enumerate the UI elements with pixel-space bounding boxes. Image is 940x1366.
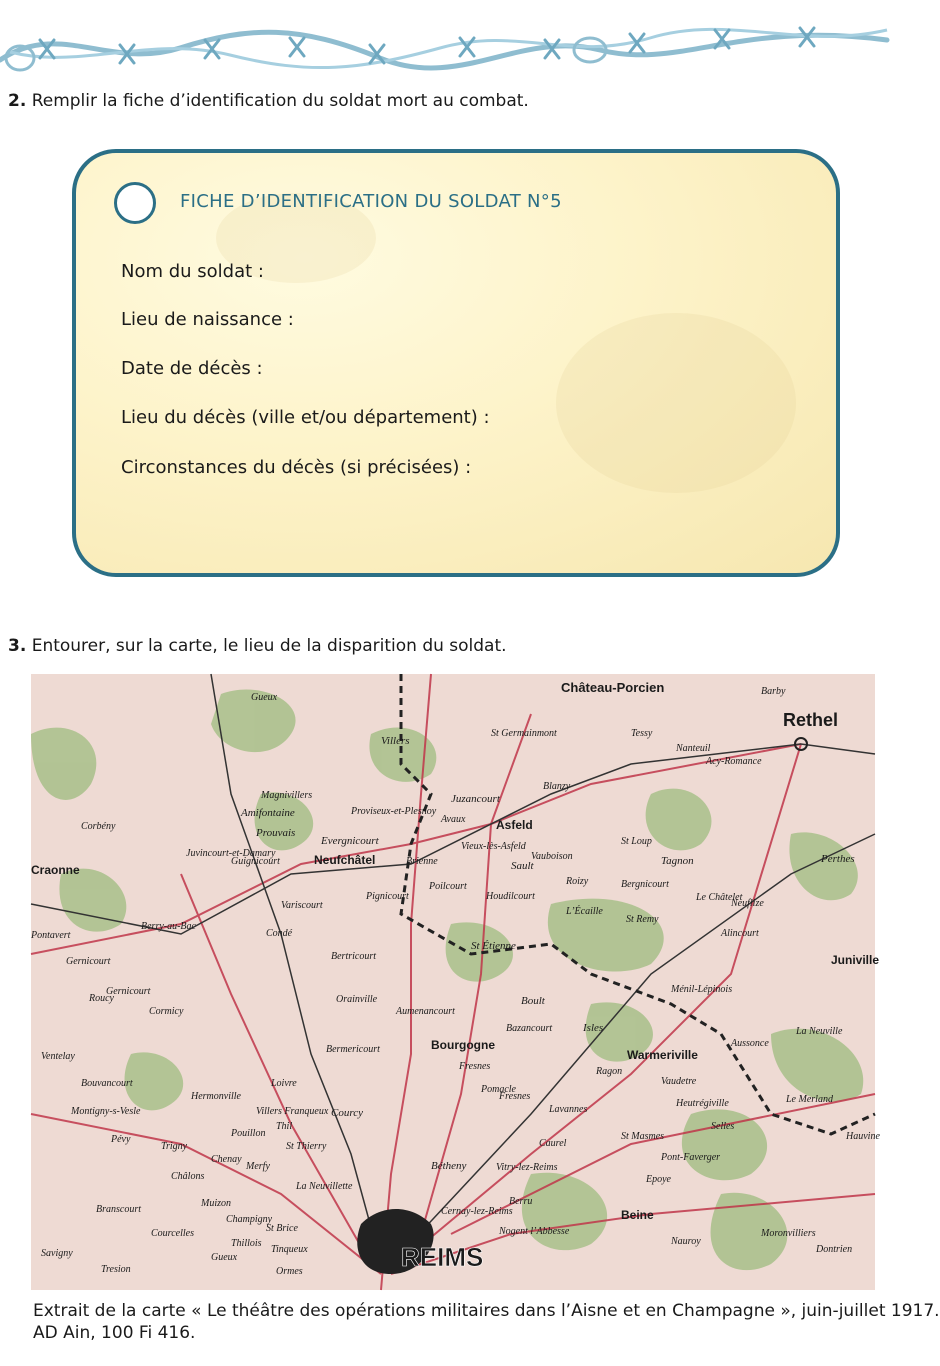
map-label-st-brice[interactable]: St Brice xyxy=(266,1223,298,1234)
map-label-bazancourt[interactable]: Bazancourt xyxy=(506,1023,553,1034)
map-label-bergnicourt[interactable]: Bergnicourt xyxy=(621,879,669,890)
map-label-boult[interactable]: Boult xyxy=(521,995,545,1007)
map-label-asfeld[interactable]: Asfeld xyxy=(496,818,533,832)
identification-card xyxy=(72,149,840,577)
map-label-proviseux-et-plesnoy[interactable]: Proviseux-et-Plesnoy xyxy=(351,806,437,817)
map-label-reims[interactable]: REIMS xyxy=(401,1242,484,1272)
map-label-avaux[interactable]: Avaux xyxy=(441,814,466,825)
map-label-juniville[interactable]: Juniville xyxy=(831,953,880,967)
map-label-thillois[interactable]: Thillois xyxy=(231,1238,262,1249)
map-label-guignicourt[interactable]: Guignicourt xyxy=(231,856,280,867)
map-label-aussonce[interactable]: Aussonce xyxy=(731,1038,769,1049)
caption-line-2: AD Ain, 100 Fi 416. xyxy=(33,1323,196,1343)
map-label-prouvais[interactable]: Prouvais xyxy=(256,827,296,839)
map-label-tinqueux[interactable]: Tinqueux xyxy=(271,1244,308,1255)
map-label-vitry-lez-reims[interactable]: Vitry-lez-Reims xyxy=(496,1162,558,1173)
map-label-villers-franqueux[interactable]: Villers Franqueux xyxy=(256,1106,329,1117)
map-label-warmeriville[interactable]: Warmeriville xyxy=(627,1048,698,1062)
map-label-branscourt[interactable]: Branscourt xyxy=(96,1204,141,1215)
map-label-bouvancourt[interactable]: Bouvancourt xyxy=(81,1078,133,1089)
map-label-neuflize[interactable]: Neuflize xyxy=(731,898,764,909)
map-label-st-masmes[interactable]: St Masmes xyxy=(621,1131,665,1142)
map-label-hermonville[interactable]: Hermonville xyxy=(191,1091,241,1102)
map-label-fresnes[interactable]: Fresnes xyxy=(499,1091,531,1102)
map-label-le-ch-telet[interactable]: Le Châtelet xyxy=(696,892,743,903)
map-label-ormes[interactable]: Ormes xyxy=(276,1266,303,1277)
map-label-craonne[interactable]: Craonne xyxy=(31,863,80,877)
map-label-tresion[interactable]: Tresion xyxy=(101,1264,131,1275)
map-label-ventelay[interactable]: Ventelay xyxy=(41,1051,75,1062)
map-label-la-neuvillette[interactable]: La Neuvillette xyxy=(296,1181,353,1192)
forest-areas xyxy=(31,690,863,1271)
map-label-vieux-l-s-asfeld[interactable]: Vieux-lès-Asfeld xyxy=(461,841,526,852)
map-label-pont-faverger[interactable]: Pont-Faverger xyxy=(661,1152,721,1163)
map-label-sault[interactable]: Sault xyxy=(511,860,534,872)
map-label-juvincourt-et-damary[interactable]: Juvincourt-et-Damary xyxy=(186,848,276,859)
map-label-berru[interactable]: Berru xyxy=(509,1196,533,1207)
map-label-st-germainmont[interactable]: St Germainmont xyxy=(491,728,557,739)
map-label-heutr-giville[interactable]: Heutrégiville xyxy=(676,1098,729,1109)
map-label-barby[interactable]: Barby xyxy=(761,686,786,697)
question-3 xyxy=(8,635,507,657)
map-label-loivre[interactable]: Loivre xyxy=(271,1078,297,1089)
map-label-bourgogne[interactable]: Bourgogne xyxy=(431,1038,495,1052)
soldier-number-circle[interactable] xyxy=(114,182,156,224)
map-label-dontrien[interactable]: Dontrien xyxy=(816,1244,853,1255)
map-label-bermericourt[interactable]: Bermericourt xyxy=(326,1044,380,1055)
map-label-st-loup[interactable]: St Loup xyxy=(621,836,652,847)
map-label-tessy[interactable]: Tessy xyxy=(631,728,653,739)
map-label-roucy[interactable]: Roucy xyxy=(89,993,114,1004)
map-label-courcy[interactable]: Courcy xyxy=(331,1107,363,1119)
field-birthplace[interactable]: Lieu de naissance : xyxy=(121,309,294,330)
map-label-variscourt[interactable]: Variscourt xyxy=(281,900,323,911)
map-label-pignicourt[interactable]: Pignicourt xyxy=(366,891,409,902)
map-label-pouillon[interactable]: Pouillon xyxy=(231,1128,266,1139)
map-label-champigny[interactable]: Champigny xyxy=(226,1214,273,1225)
map-label-corb-ny[interactable]: Corbény xyxy=(81,821,116,832)
field-death-circumstances[interactable]: Circonstances du décès (si précisées) : xyxy=(121,457,472,478)
map-label-cond-[interactable]: Condé xyxy=(266,928,293,939)
map-label-trigny[interactable]: Trigny xyxy=(161,1141,188,1152)
map-label-roizy[interactable]: Roizy xyxy=(566,876,589,887)
field-death-place[interactable]: Lieu du décès (ville et/ou département) : xyxy=(121,407,490,428)
map-label-le-merland[interactable]: Le Merland xyxy=(786,1094,833,1105)
map-label-hauvine[interactable]: Hauvine xyxy=(846,1131,880,1142)
card-title: FICHE D’IDENTIFICATION DU SOLDAT N°5 xyxy=(180,191,562,212)
map-label-ch-lons[interactable]: Châlons xyxy=(171,1171,205,1182)
map-label-gernicourt[interactable]: Gernicourt xyxy=(66,956,111,967)
map-label-aumenancourt[interactable]: Aumenancourt xyxy=(396,1006,455,1017)
map-label-brienne[interactable]: Brienne xyxy=(406,856,438,867)
barbed-wire-banner xyxy=(0,0,887,100)
map-label-cormicy[interactable]: Cormicy xyxy=(149,1006,184,1017)
map-label-juzancourt[interactable]: Juzancourt xyxy=(451,793,500,805)
map-label-tagnon[interactable]: Tagnon xyxy=(661,855,694,867)
map-label-gueux[interactable]: Gueux xyxy=(251,692,278,703)
map-label-m-nil-l-pinois[interactable]: Ménil-Lépinois xyxy=(671,984,733,995)
map-label-caurel[interactable]: Caurel xyxy=(539,1138,567,1149)
map-label-beine[interactable]: Beine xyxy=(621,1208,654,1222)
map-label-ch-teau-porcien[interactable]: Château-Porcien xyxy=(561,680,665,695)
map-label-fresnes[interactable]: Fresnes xyxy=(459,1061,491,1072)
map-label-montigny-s-vesle[interactable]: Montigny-s-Vesle xyxy=(71,1106,141,1117)
map-label-orainville[interactable]: Orainville xyxy=(336,994,378,1005)
map-label-acy-romance[interactable]: Acy-Romance xyxy=(706,756,762,767)
map-label-isles[interactable]: Isles xyxy=(583,1022,604,1034)
map-label-houdilcourt[interactable]: Houdilcourt xyxy=(486,891,535,902)
map-label-courcelles[interactable]: Courcelles xyxy=(151,1228,194,1239)
map-label-epoye[interactable]: Epoye xyxy=(646,1174,671,1185)
map-label-st-thierry[interactable]: St Thierry xyxy=(286,1141,327,1152)
map-label-pontavert[interactable]: Pontavert xyxy=(31,930,71,941)
map-label-nogent-l-abbesse[interactable]: Nogent l’Abbesse xyxy=(499,1226,570,1237)
map-label-nauroy[interactable]: Nauroy xyxy=(671,1236,701,1247)
map-label-neufch-tel[interactable]: Neufchâtel xyxy=(314,853,376,867)
map-label-st-remy[interactable]: St Remy xyxy=(626,914,659,925)
map-label-muizon[interactable]: Muizon xyxy=(201,1198,231,1209)
map-label-gernicourt[interactable]: Gernicourt xyxy=(106,986,151,997)
map-label-st-tienne[interactable]: St Étienne xyxy=(471,940,516,952)
map-label-la-neuville[interactable]: La Neuville xyxy=(796,1026,843,1037)
map-label-pomacle[interactable]: Pomacle xyxy=(481,1084,516,1095)
map-label-perthes[interactable]: Perthes xyxy=(821,853,855,865)
map-label-berry-au-bac[interactable]: Berry-au-Bac xyxy=(141,921,196,932)
map-label-villers[interactable]: Villers xyxy=(381,735,410,747)
map-label-vauboison[interactable]: Vauboison xyxy=(531,851,573,862)
map-label-magnivillers[interactable]: Magnivillers xyxy=(261,790,313,801)
map-label-p-vy[interactable]: Pévy xyxy=(111,1134,131,1145)
map-label-vaudetre[interactable]: Vaudetre xyxy=(661,1076,697,1087)
map-label-savigny[interactable]: Savigny xyxy=(41,1248,73,1259)
map-label-ragon[interactable]: Ragon xyxy=(596,1066,623,1077)
map-label-bertricourt[interactable]: Bertricourt xyxy=(331,951,376,962)
field-soldier-name[interactable]: Nom du soldat : xyxy=(121,261,264,282)
map-label-cernay-lez-reims[interactable]: Cernay-lez-Reims xyxy=(441,1206,513,1217)
question-2-text: Remplir la fiche d’identification du soldat mort au combat. xyxy=(31,91,529,111)
map-label-gueux[interactable]: Gueux xyxy=(211,1252,238,1263)
map-label-nanteuil[interactable]: Nanteuil xyxy=(676,743,711,754)
map-label-rethel[interactable]: Rethel xyxy=(783,710,839,730)
question-3-text: Entourer, sur la carte, le lieu de la disparition du soldat. xyxy=(31,636,507,656)
map-label-selles[interactable]: Selles xyxy=(711,1121,735,1132)
field-death-date[interactable]: Date de décès : xyxy=(121,358,263,379)
map-canvas[interactable] xyxy=(31,674,880,1290)
map-label-blanzy[interactable]: Blanzy xyxy=(543,781,571,792)
map-label-l-caille[interactable]: L’Écaille xyxy=(566,906,603,917)
question-3-number: 3. xyxy=(8,636,27,656)
map-label-poilcourt[interactable]: Poilcourt xyxy=(429,881,467,892)
question-2 xyxy=(8,90,529,112)
historical-map[interactable] xyxy=(31,674,880,1290)
map-label-evergnicourt[interactable]: Evergnicourt xyxy=(321,835,379,847)
map-label-alincourt[interactable]: Alincourt xyxy=(721,928,759,939)
question-2-number: 2. xyxy=(8,91,27,111)
caption-line-1: Extrait de la carte « Le théâtre des opérations militaires dans l’Aisne et en Champagne », juin-juillet 1917. xyxy=(33,1301,940,1321)
map-label-b-theny[interactable]: Bétheny xyxy=(431,1160,467,1172)
map-caption xyxy=(33,1300,940,1344)
map-label-amifontaine[interactable]: Amifontaine xyxy=(241,807,295,819)
map-label-moronvilliers[interactable]: Moronvilliers xyxy=(761,1228,816,1239)
map-label-merfy[interactable]: Merfy xyxy=(246,1161,270,1172)
map-label-chenay[interactable]: Chenay xyxy=(211,1154,242,1165)
map-label-lavannes[interactable]: Lavannes xyxy=(549,1104,588,1115)
map-label-thil[interactable]: Thil xyxy=(276,1121,293,1132)
